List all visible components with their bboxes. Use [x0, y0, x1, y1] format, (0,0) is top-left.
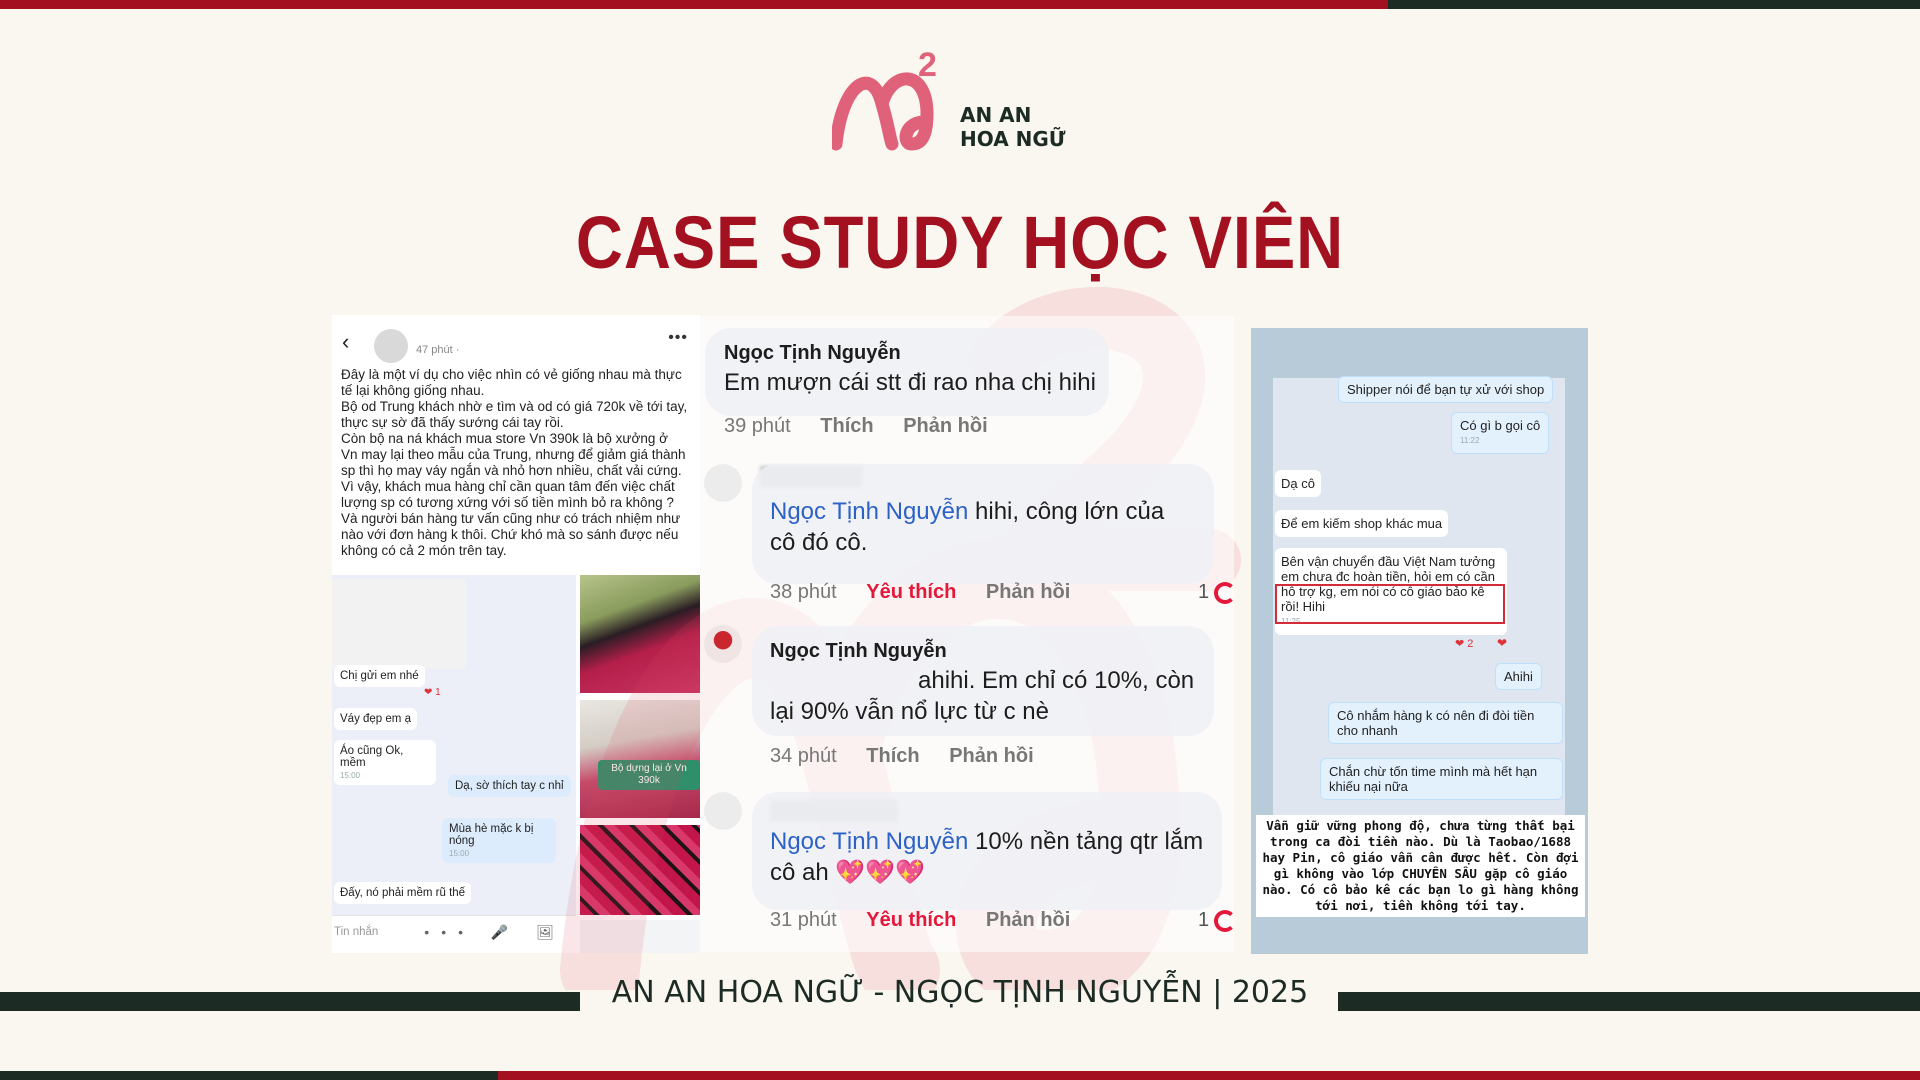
- avatar: [704, 464, 742, 502]
- more-options-icon[interactable]: •••: [668, 329, 688, 346]
- logo-superscript: 2: [918, 46, 937, 84]
- page-title: CASE STUDY HỌC VIÊN: [575, 201, 1345, 284]
- post-header: [332, 315, 700, 367]
- caption-text: Vẫn giữ vững phong độ, chưa từng thất bại trong ca đòi tiền nào. Dù là Taobao/1688 hay Pin, cô giáo vẫn cân được hết. Còn đợi gì không vào lớp CHUYÊN SÂU gặp cô giáo nào. Có cô bảo kê các bạn lo gì hàng không tới nơi, tiền không tới tay.: [1256, 815, 1585, 917]
- comment-time: 39 phút: [724, 415, 791, 437]
- reply-button[interactable]: Phản hồi: [949, 745, 1034, 767]
- reaction-count: 1: [1198, 581, 1210, 603]
- comment-time: 31 phút: [770, 909, 837, 931]
- avatar: [374, 329, 408, 363]
- chat-message-out: Mùa hè mặc k bị nóng 15:00: [442, 818, 556, 863]
- brand-line1: AN AN: [960, 103, 1032, 127]
- fabric-photo: [580, 825, 700, 915]
- chat-message: Váy đẹp em ạ: [334, 708, 417, 730]
- post-line: Còn bộ na ná khách mua store Vn 390k là bộ xưởng ở Vn may lại theo mẫu của Trung, nhưng để giảm giá thành sp thì họ may váy ngắn và nhỏ hơn nhiều, chất vải cứng.: [341, 431, 686, 478]
- comment-actions: [770, 581, 1094, 604]
- chat-screenshot: [332, 575, 576, 953]
- chat-snippet: [580, 920, 700, 953]
- comment-time: 38 phút: [770, 581, 837, 603]
- like-button[interactable]: Thích: [820, 415, 874, 437]
- chat-message-out: Có gì b gọi cô 11:22: [1451, 412, 1549, 454]
- post-body: [332, 367, 700, 583]
- reply-button[interactable]: Phản hồi: [903, 415, 988, 437]
- input-icons[interactable]: ••• 🎤 🖼: [424, 924, 566, 940]
- brand-line2: HOA NGỮ: [960, 127, 1066, 151]
- reaction-count: 1: [1198, 909, 1210, 931]
- bottom-bar-green: [0, 1071, 498, 1080]
- chat-message: Áo cũng Ok, mềm 15:00: [334, 740, 436, 785]
- like-button[interactable]: Yêu thích: [866, 581, 957, 603]
- like-button[interactable]: Yêu thích: [866, 909, 957, 931]
- chat-message: Đấy, nó phải mềm rũ thế: [334, 882, 471, 904]
- comment-author[interactable]: Ngọc Tịnh Nguyễn: [770, 640, 947, 662]
- comment-author[interactable]: Ngọc Tịnh Nguyễn: [724, 342, 901, 364]
- chat-message-out: Ahihi: [1495, 663, 1542, 690]
- post-line: Vì vậy, khách mua hàng chỉ cần quan tâm đến việc chất lượng sp có tương xứng với số tiền mình bỏ ra không ?: [341, 479, 675, 510]
- chat-message: Bên vận chuyển đầu Việt Nam tưởng em chưa đc hoàn tiền, hỏi em có cần hỗ trợ kg, em nói có cô giáo bảo kê rồi! Hihi 11:25: [1275, 548, 1507, 635]
- top-bar-green: [1388, 0, 1920, 9]
- mention-link[interactable]: Ngọc Tịnh Nguyễn: [770, 828, 969, 855]
- chat-header-strip: [332, 579, 466, 669]
- chat-message-out: Dạ, sờ thích tay c nhỉ: [448, 775, 571, 797]
- chat-message: Dạ cô: [1275, 470, 1321, 497]
- post-time: 47 phút ·: [416, 344, 460, 356]
- chat-message-out: Chắn chừ tốn time mình mà hết hạn khiếu nại nữa: [1320, 758, 1563, 800]
- reply-button[interactable]: Phản hồi: [985, 581, 1071, 603]
- comment-text: Ngọc Tịnh Nguyễn 10% nền tảng qtr lắm cô ah 💖💖💖: [770, 828, 1204, 886]
- message-input[interactable]: Tin nhắn ••• 🎤 🖼: [332, 915, 576, 953]
- post-line: Bộ od Trung khách nhờ e tìm và od có giá 720k về tới tay, thực sự sờ đã thấy sướng cái tay rồi.: [341, 399, 688, 430]
- heart-icon[interactable]: ❤: [1497, 636, 1508, 650]
- product-photo: [580, 575, 700, 693]
- avatar: [704, 625, 742, 663]
- bottom-bar-red: [498, 1071, 1920, 1080]
- reaction-love-icon: [1214, 582, 1234, 604]
- top-bar-red: [0, 0, 1388, 9]
- reply-button[interactable]: Phản hồi: [985, 909, 1071, 931]
- reaction-love-icon: [1214, 910, 1234, 932]
- comment-time: 34 phút: [770, 745, 837, 767]
- highlight-box: [1275, 584, 1505, 624]
- chat-message-out: Shipper nói để bạn tự xử với shop: [1338, 376, 1553, 403]
- product-photo: [580, 700, 700, 818]
- zalo-chat-panel: [1251, 328, 1588, 954]
- post-line: Và người bán hàng tư vấn cũng như có trách nhiệm như nào với đơn hàng k thôi. Chứ khó mà so sánh được nếu không có cả 2 món trên tay.: [341, 511, 681, 558]
- brand-name: [960, 103, 1066, 151]
- chat-message: Chị gửi em nhé: [334, 665, 425, 687]
- post-line: Đây là một ví dụ cho việc nhìn có vẻ giống nhau mà thực tế lại không giống nhau.: [341, 367, 682, 398]
- reaction-heart-icon: ❤ 1: [424, 687, 441, 698]
- price-tag: Bộ dựng lại ở Vn 390k: [598, 760, 700, 790]
- comment-actions: [770, 909, 1094, 932]
- comment-actions: [724, 415, 1012, 438]
- comment-actions: [770, 745, 1058, 768]
- avatar: [704, 792, 742, 830]
- back-arrow-icon[interactable]: ‹: [342, 329, 350, 354]
- comment-text: Ngọc Tịnh Nguyễn hihi, công lớn của cô đó cô.: [770, 498, 1165, 556]
- like-button[interactable]: Thích: [866, 745, 920, 767]
- comment-text: Em mượn cái stt đi rao nha chị hihi: [724, 369, 1096, 396]
- reaction-heart-icon: ❤ 2: [1455, 638, 1474, 650]
- chat-message: Để em kiếm shop khác mua: [1275, 510, 1448, 537]
- post-screenshot-panel: [332, 315, 700, 953]
- chat-area: [1273, 378, 1565, 818]
- chat-message-out: Cô nhắm hàng k có nên đi đòi tiền cho nhanh: [1328, 702, 1563, 744]
- footer-text: AN AN HOA NGỮ - NGỌC TỊNH NGUYỄN | 2025: [611, 975, 1309, 1010]
- mention-link[interactable]: Ngọc Tịnh Nguyễn: [770, 498, 969, 525]
- comment-text: ahihi. Em chỉ có 10%, còn lại 90% vẫn nổ lực từ c nè: [770, 667, 1195, 725]
- comments-panel: [700, 316, 1234, 952]
